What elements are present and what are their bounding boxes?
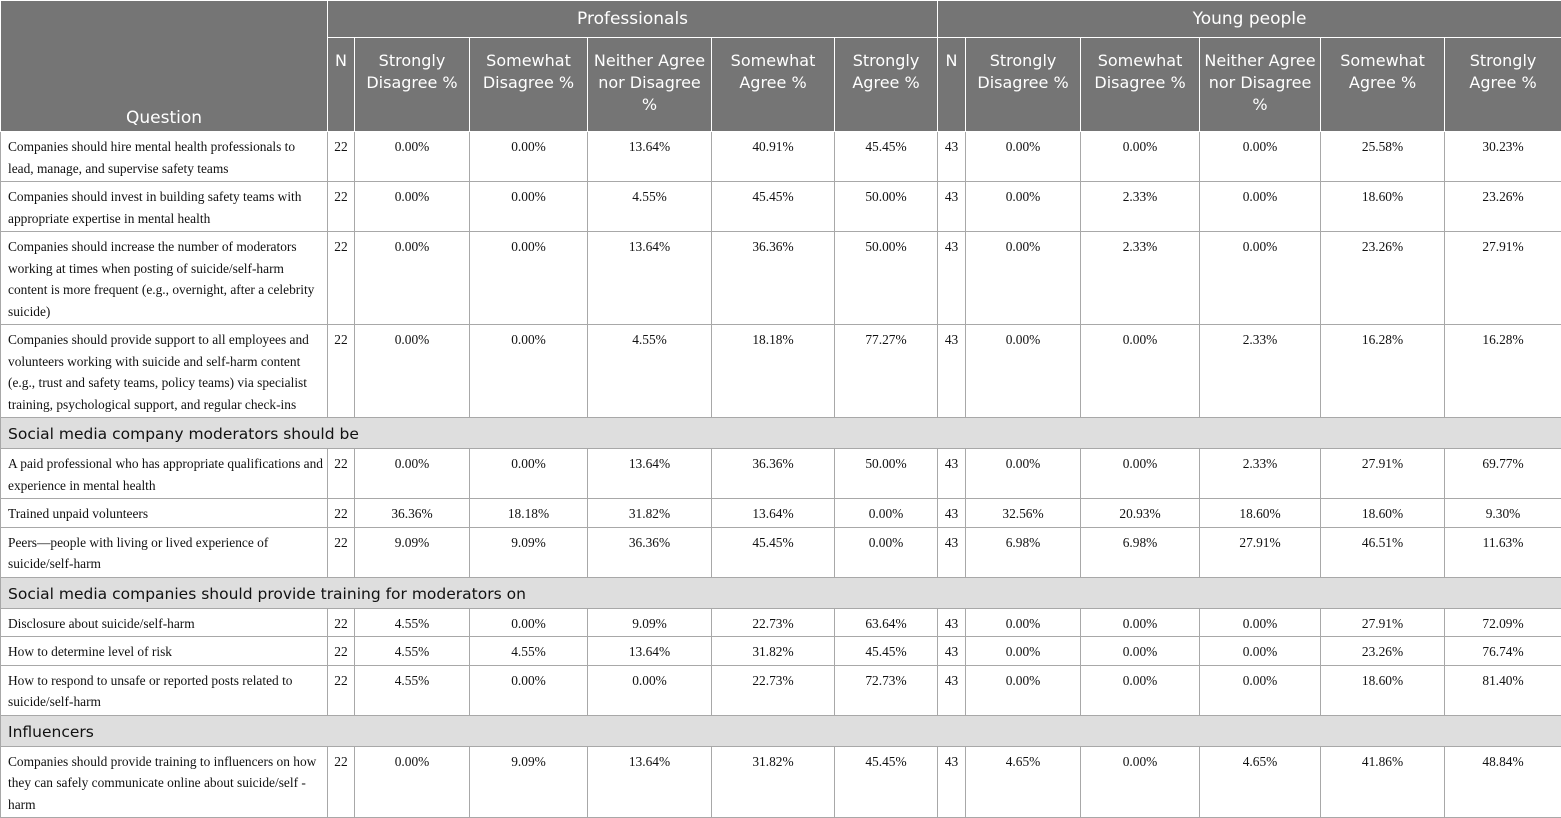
professionals-percent-cell: 9.09% (355, 527, 470, 577)
young-people-percent-cell: 0.00% (1081, 608, 1200, 637)
young-people-percent-cell: 4.65% (966, 746, 1081, 818)
young-people-percent-cell: 81.40% (1445, 665, 1561, 715)
professionals-percent-cell: 0.00% (835, 499, 938, 528)
professionals-percent-cell: 63.64% (835, 608, 938, 637)
table-row (1, 499, 1561, 528)
professionals-percent-cell: 13.64% (588, 637, 712, 666)
professionals-percent-cell: 0.00% (355, 449, 470, 499)
young-people-percent-cell: 41.86% (1321, 746, 1445, 818)
professionals-percent-cell: 0.00% (470, 232, 588, 325)
professionals-percent-cell: 0.00% (588, 665, 712, 715)
professionals-percent-cell: 36.36% (712, 232, 835, 325)
young-people-percent-cell: 0.00% (1200, 232, 1321, 325)
professionals-percent-cell: 13.64% (588, 132, 712, 182)
young-people-n-cell: 43 (938, 665, 966, 715)
professionals-strongly-disagree-header: Strongly Disagree % (355, 38, 470, 132)
young-people-percent-cell: 11.63% (1445, 527, 1561, 577)
professionals-percent-cell: 22.73% (712, 665, 835, 715)
professionals-percent-cell: 45.45% (835, 637, 938, 666)
professionals-percent-cell: 0.00% (355, 325, 470, 418)
professionals-n-cell: 22 (328, 608, 355, 637)
professionals-percent-cell: 45.45% (712, 182, 835, 232)
young-people-n-cell: 43 (938, 608, 966, 637)
professionals-percent-cell: 0.00% (470, 665, 588, 715)
professionals-percent-cell: 13.64% (588, 449, 712, 499)
professionals-percent-cell: 9.09% (470, 527, 588, 577)
young-people-percent-cell: 0.00% (1081, 665, 1200, 715)
professionals-percent-cell: 9.09% (588, 608, 712, 637)
professionals-percent-cell: 0.00% (355, 132, 470, 182)
young-people-somewhat-agree-header: Somewhat Agree % (1321, 38, 1445, 132)
table-row (1, 608, 1561, 637)
question-cell: How to respond to unsafe or reported posts related to suicide/self-harm (1, 665, 328, 715)
question-cell: Companies should hire mental health professionals to lead, manage, and supervise safety teams (1, 132, 328, 182)
professionals-percent-cell: 0.00% (470, 608, 588, 637)
young-people-percent-cell: 2.33% (1081, 182, 1200, 232)
young-people-percent-cell: 32.56% (966, 499, 1081, 528)
professionals-neither-header: Neither Agree nor Disagree % (588, 38, 712, 132)
question-cell: How to determine level of risk (1, 637, 328, 666)
young-people-n-cell: 43 (938, 527, 966, 577)
question-cell: Trained unpaid volunteers (1, 499, 328, 528)
young-people-percent-cell: 27.91% (1321, 449, 1445, 499)
table-body (1, 132, 1561, 818)
young-people-n-cell: 43 (938, 746, 966, 818)
table-row (1, 746, 1561, 818)
section-heading: Social media company moderators should be (1, 418, 1561, 449)
professionals-percent-cell: 0.00% (355, 232, 470, 325)
professionals-percent-cell: 18.18% (712, 325, 835, 418)
question-cell: A paid professional who has appropriate qualifications and experience in mental health (1, 449, 328, 499)
professionals-percent-cell: 77.27% (835, 325, 938, 418)
young-people-percent-cell: 0.00% (1200, 132, 1321, 182)
young-people-percent-cell: 0.00% (1081, 325, 1200, 418)
young-people-percent-cell: 6.98% (1081, 527, 1200, 577)
professionals-percent-cell: 13.64% (588, 746, 712, 818)
table-row (1, 325, 1561, 418)
young-people-n-cell: 43 (938, 182, 966, 232)
young-people-percent-cell: 6.98% (966, 527, 1081, 577)
professionals-percent-cell: 40.91% (712, 132, 835, 182)
professionals-percent-cell: 31.82% (712, 746, 835, 818)
table-row (1, 449, 1561, 499)
professionals-percent-cell: 31.82% (588, 499, 712, 528)
professionals-percent-cell: 72.73% (835, 665, 938, 715)
young-people-strongly-agree-header: Strongly Agree % (1445, 38, 1561, 132)
young-people-n-cell: 43 (938, 499, 966, 528)
professionals-percent-cell: 13.64% (588, 232, 712, 325)
young-people-percent-cell: 76.74% (1445, 637, 1561, 666)
young-people-percent-cell: 0.00% (966, 232, 1081, 325)
professionals-n-header: N (328, 38, 355, 132)
professionals-percent-cell: 4.55% (355, 665, 470, 715)
young-people-percent-cell: 2.33% (1200, 449, 1321, 499)
professionals-n-cell: 22 (328, 325, 355, 418)
young-people-percent-cell: 27.91% (1445, 232, 1561, 325)
professionals-percent-cell: 18.18% (470, 499, 588, 528)
young-people-percent-cell: 0.00% (966, 637, 1081, 666)
young-people-percent-cell: 46.51% (1321, 527, 1445, 577)
professionals-percent-cell: 4.55% (355, 637, 470, 666)
section-heading: Influencers (1, 715, 1561, 746)
table-row (1, 637, 1561, 666)
young-people-percent-cell: 48.84% (1445, 746, 1561, 818)
professionals-n-cell: 22 (328, 637, 355, 666)
young-people-percent-cell: 20.93% (1081, 499, 1200, 528)
professionals-percent-cell: 50.00% (835, 232, 938, 325)
young-people-percent-cell: 18.60% (1200, 499, 1321, 528)
table-header (1, 1, 1561, 132)
professionals-percent-cell: 0.00% (470, 132, 588, 182)
professionals-percent-cell: 45.45% (835, 746, 938, 818)
young-people-percent-cell: 0.00% (1200, 665, 1321, 715)
young-people-percent-cell: 23.26% (1321, 637, 1445, 666)
table-row (1, 527, 1561, 577)
professionals-percent-cell: 45.45% (835, 132, 938, 182)
young-people-percent-cell: 18.60% (1321, 665, 1445, 715)
section-row (1, 715, 1561, 746)
question-header: Question (1, 1, 328, 132)
professionals-percent-cell: 50.00% (835, 182, 938, 232)
professionals-percent-cell: 4.55% (588, 182, 712, 232)
question-cell: Companies should invest in building safety teams with appropriate expertise in mental health (1, 182, 328, 232)
young-people-percent-cell: 18.60% (1321, 182, 1445, 232)
young-people-strongly-disagree-header: Strongly Disagree % (966, 38, 1081, 132)
professionals-percent-cell: 4.55% (470, 637, 588, 666)
young-people-percent-cell: 0.00% (966, 132, 1081, 182)
young-people-n-cell: 43 (938, 449, 966, 499)
professionals-n-cell: 22 (328, 232, 355, 325)
question-cell: Companies should increase the number of moderators working at times when posting of suicide/self-harm content is more frequent (e.g., overnight, after a celebrity suicide) (1, 232, 328, 325)
professionals-percent-cell: 4.55% (588, 325, 712, 418)
young-people-percent-cell: 2.33% (1081, 232, 1200, 325)
young-people-percent-cell: 30.23% (1445, 132, 1561, 182)
young-people-neither-header: Neither Agree nor Disagree % (1200, 38, 1321, 132)
table-row (1, 132, 1561, 182)
young-people-percent-cell: 0.00% (966, 182, 1081, 232)
professionals-percent-cell: 0.00% (470, 325, 588, 418)
young-people-percent-cell: 25.58% (1321, 132, 1445, 182)
professionals-strongly-agree-header: Strongly Agree % (835, 38, 938, 132)
young-people-n-cell: 43 (938, 325, 966, 418)
young-people-percent-cell: 23.26% (1445, 182, 1561, 232)
professionals-n-cell: 22 (328, 499, 355, 528)
professionals-percent-cell: 9.09% (470, 746, 588, 818)
young-people-percent-cell: 0.00% (966, 449, 1081, 499)
professionals-n-cell: 22 (328, 449, 355, 499)
young-people-percent-cell: 0.00% (1200, 182, 1321, 232)
professionals-percent-cell: 0.00% (355, 746, 470, 818)
young-people-percent-cell: 72.09% (1445, 608, 1561, 637)
young-people-percent-cell: 69.77% (1445, 449, 1561, 499)
professionals-n-cell: 22 (328, 746, 355, 818)
young-people-group-header: Young people (938, 1, 1561, 38)
question-cell: Peers—people with living or lived experience of suicide/self-harm (1, 527, 328, 577)
professionals-somewhat-agree-header: Somewhat Agree % (712, 38, 835, 132)
professionals-percent-cell: 36.36% (712, 449, 835, 499)
young-people-percent-cell: 23.26% (1321, 232, 1445, 325)
young-people-percent-cell: 16.28% (1445, 325, 1561, 418)
young-people-percent-cell: 4.65% (1200, 746, 1321, 818)
professionals-percent-cell: 45.45% (712, 527, 835, 577)
professionals-percent-cell: 0.00% (470, 182, 588, 232)
young-people-percent-cell: 0.00% (966, 325, 1081, 418)
section-row (1, 577, 1561, 608)
young-people-percent-cell: 0.00% (1081, 132, 1200, 182)
young-people-percent-cell: 0.00% (1200, 637, 1321, 666)
young-people-percent-cell: 0.00% (1200, 608, 1321, 637)
young-people-n-cell: 43 (938, 637, 966, 666)
young-people-percent-cell: 2.33% (1200, 325, 1321, 418)
young-people-percent-cell: 27.91% (1321, 608, 1445, 637)
young-people-somewhat-disagree-header: Somewhat Disagree % (1081, 38, 1200, 132)
young-people-percent-cell: 0.00% (1081, 746, 1200, 818)
young-people-percent-cell: 18.60% (1321, 499, 1445, 528)
young-people-percent-cell: 0.00% (966, 665, 1081, 715)
professionals-percent-cell: 22.73% (712, 608, 835, 637)
young-people-percent-cell: 27.91% (1200, 527, 1321, 577)
professionals-percent-cell: 4.55% (355, 608, 470, 637)
professionals-percent-cell: 0.00% (835, 527, 938, 577)
young-people-percent-cell: 16.28% (1321, 325, 1445, 418)
question-cell: Companies should provide training to influencers on how they can safely communicate online about suicide/self -harm (1, 746, 328, 818)
table-row (1, 232, 1561, 325)
professionals-percent-cell: 31.82% (712, 637, 835, 666)
young-people-percent-cell: 9.30% (1445, 499, 1561, 528)
professionals-n-cell: 22 (328, 527, 355, 577)
table-row (1, 665, 1561, 715)
young-people-n-cell: 43 (938, 132, 966, 182)
professionals-n-cell: 22 (328, 665, 355, 715)
professionals-percent-cell: 13.64% (712, 499, 835, 528)
professionals-n-cell: 22 (328, 132, 355, 182)
professionals-percent-cell: 0.00% (355, 182, 470, 232)
young-people-n-header: N (938, 38, 966, 132)
young-people-percent-cell: 0.00% (1081, 449, 1200, 499)
professionals-percent-cell: 50.00% (835, 449, 938, 499)
professionals-percent-cell: 36.36% (588, 527, 712, 577)
young-people-n-cell: 43 (938, 232, 966, 325)
professionals-percent-cell: 0.00% (470, 449, 588, 499)
question-cell: Disclosure about suicide/self-harm (1, 608, 328, 637)
section-heading: Social media companies should provide training for moderators on (1, 577, 1561, 608)
professionals-percent-cell: 36.36% (355, 499, 470, 528)
professionals-somewhat-disagree-header: Somewhat Disagree % (470, 38, 588, 132)
young-people-percent-cell: 0.00% (1081, 637, 1200, 666)
section-row (1, 418, 1561, 449)
professionals-group-header: Professionals (328, 1, 938, 38)
young-people-percent-cell: 0.00% (966, 608, 1081, 637)
professionals-n-cell: 22 (328, 182, 355, 232)
question-cell: Companies should provide support to all employees and volunteers working with suicide and self-harm content (e.g., trust and safety teams, policy teams) via specialist training, psychological support, and regular check-ins (1, 325, 328, 418)
table-row (1, 182, 1561, 232)
